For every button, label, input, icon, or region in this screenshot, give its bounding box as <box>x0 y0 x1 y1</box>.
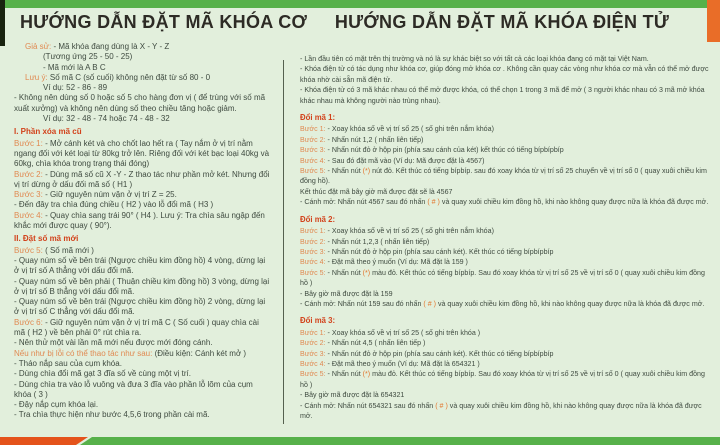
text-line: Bước 3: - Giữ nguyên núm vặn ở vị trí Z = 25. <box>14 190 177 200</box>
step-label: Bước 4: <box>14 210 43 220</box>
text-line: Bước 2: - Dùng mã số cũ X -Y - Z thao tác như phần mở két. Nhưng đổi vị trí dừng ở dấu đối mã số ( H1 ) <box>14 169 270 189</box>
bottom-orange-bar <box>0 437 90 445</box>
step-label: Bước 3: <box>300 146 326 155</box>
mechanical-lock-column <box>14 42 272 421</box>
text-line: Bước 4: - Quay chìa sang trái 90° ( H4 ). Lưu ý: Tra chìa sâu ngập đến khắc mới được quay ( 90°). <box>14 210 265 231</box>
text-line: - Cánh mở: Nhấn nút 654321 sau đó nhấn ( # ) và quay xuôi chiều kim đồng hồ, khi nào không quay được nữa là khóa đã được mở. <box>300 401 702 420</box>
text-line: - Không nên dùng số 0 hoặc số 5 cho hàng đơn vị ( để trùng với số mã xuất xưởng) và không nên dùng số theo chiều tăng hoặc giảm. <box>14 93 266 113</box>
accent-symbol: (*) <box>362 167 371 176</box>
mechanical-lock-title: HƯỚNG DẪN ĐẶT MÃ KHÓA CƠ <box>20 12 308 32</box>
step-label: Bước 5: <box>300 167 326 176</box>
text-line: Lưu ý: Số mã C (số cuối) không nên đặt từ số 80 - 0 <box>25 72 211 82</box>
text-line: Bước 5: - Nhấn nút (*) nút đỏ. Kết thúc có tiếng bípbíp. sau đó xoay khóa từ vị trí số 25 chuyển về vị trí số 0 ( quay xuôi chiều kim đồng hồ). <box>300 167 707 186</box>
step-label: Bước 1: <box>300 227 326 236</box>
bottom-bar <box>0 437 720 445</box>
bottom-green-bar <box>0 437 720 445</box>
section-heading: I. Phần xóa mã cũ <box>14 127 82 137</box>
step-label: Bước 2: <box>300 237 326 246</box>
text-line: - Nên thử một vài lần mã mới nếu được mới đóng cánh. <box>14 338 213 348</box>
top-left-dark-strip <box>0 0 5 46</box>
text-line: Bước 3: - Nhấn nút đỏ ở hộp pin (phía sau cánh két). Kết thúc có tiếng bípbípbíp <box>300 247 554 256</box>
text-line: Kết thúc đặt mã bây giờ mã được đặt sẽ là 4567 <box>300 187 453 196</box>
step-label: Bước 2: <box>14 169 43 179</box>
text-line: Bước 5: - Nhấn nút (*) màu đỏ. Kết thúc có tiếng bípbíp. Sau đó xoay khóa từ vị trí số 25 về vị trí số 0 ( quay xuôi chiều kim đồng hồ ) <box>300 268 705 288</box>
text-line: - Tra chìa thực hiện như bước 4,5,6 trong phần cài mã. <box>14 410 210 420</box>
accent-symbol: (*) <box>362 370 371 379</box>
text-line: Bước 1: - Mở cánh két và cho chốt lao hết ra ( Tay nắm ở vị trí nằm ngang đối với két loại từ 80kg trở lên. Riêng đối với két bạc loại 40kg và 60kg, chìa khóa trong trạng thái đóng) <box>14 138 270 169</box>
section-heading: Đổi mã 3: <box>300 316 336 326</box>
text-line: - Bây giờ mã được đặt là 159 <box>300 289 393 298</box>
section-heading: Đổi mã 1: <box>300 113 336 123</box>
text-line: - Tháo nắp sau của cụm khóa. <box>14 358 122 368</box>
text-line: - Dùng chìa tra vào lỗ vuông và đưa 3 đĩa vào phần lỗ lõm của cụm khóa ( 3 ) <box>14 379 253 399</box>
section-heading: II. Đặt số mã mới <box>14 234 79 244</box>
text-line: Bước 4: - Sau đó đặt mã vào (Ví dụ: Mã được đặt là 4567) <box>300 156 485 165</box>
step-label: Bước 4: <box>300 258 326 267</box>
text-line: Bước 6: - Giữ nguyên núm vặn ở vị trí mã C ( Số cuối ) quay chìa cài mã ( H2 ) về bên phải 0° rút chìa ra. <box>14 317 259 338</box>
text-line: Bước 1: - Xoay khóa số về vị trí số 25 ( số ghi trên khóa ) <box>300 328 481 337</box>
step-label: Bước 1: <box>14 138 43 148</box>
section-heading: Đổi mã 2: <box>300 214 336 224</box>
text-line: - Đến đây tra chìa đúng chiều ( H2 ) vào lỗ đổi mã ( H3 ) <box>14 200 214 210</box>
step-label: Bước 1: <box>300 328 326 337</box>
text-line: - Quay núm số về bên trái (Ngược chiều kim đồng hồ) 2 vòng, dừng lại ở vị trí số C thẳng với dấu đổi mã. <box>14 297 266 317</box>
text-line: - Lần đầu tiên có mặt trên thị trường và nó là sự khác biệt so với tất cả các loại khóa đang có mặt tại Việt Nam. <box>300 55 649 63</box>
text-line: - Bây giờ mã được đặt là 654321 <box>300 391 405 400</box>
accent-symbol: ( # ) <box>435 401 448 410</box>
electronic-lock-column <box>300 54 710 421</box>
text-line: Bước 1: - Xoay khóa số về vị trí số 25 ( số ghi trên nắm khóa) <box>300 227 494 236</box>
text-line: - Cánh mở: Nhấn nút 159 sau đó nhấn ( # ) và quay xuôi chiều kim đồng hồ, khi nào không quay được nữa là khóa đã được mở. <box>300 299 705 308</box>
step-label: Bước 5: <box>14 245 43 255</box>
step-label: Bước 3: <box>300 349 326 358</box>
step-label: Bước 4: <box>300 359 326 368</box>
step-label: Bước 5: <box>300 268 326 277</box>
text-line: - Khóa điện tử có 3 mã khác nhau có thể mở được khóa, có thể chọn 1 trong 3 mã để mở ( 3 người khác nhau có 3 mã mở khóa khác nhau mà không người nào trùng nhau). <box>300 86 705 105</box>
text-line: - Cánh mở: Nhấn nút 4567 sau đó nhấn ( # ) và quay xuôi chiều kim đồng hồ, khi nào không quay được nữa là khóa đã được mở. <box>300 198 709 207</box>
text-line: Giả sử: - Mã khóa đang dùng là X - Y - Z <box>25 42 170 51</box>
top-green-bar <box>0 0 720 8</box>
text-line: - Khóa điện tử có tác dụng như khóa cơ, giúp đóng mở khóa cơ . Không cần quay các vòng như khóa cơ mà vẫn có thể mở được khóa nhờ cài sẵn mã điện tử. <box>300 65 709 84</box>
text-line: Bước 2: - Nhấn nút 1,2 ( nhấn liên tiếp) <box>300 135 424 144</box>
text-line: Bước 4: - Đặt mã theo ý muốn (Ví dụ: Mã đặt là 159 ) <box>300 258 468 267</box>
step-label: Bước 2: <box>300 135 326 144</box>
step-label: Bước 3: <box>14 190 43 200</box>
accent-symbol: ( # ) <box>427 198 440 207</box>
step-label: Bước 5: <box>300 370 326 379</box>
text-line: - Quay núm số về bên phải ( Thuận chiều kim đồng hồ) 3 vòng, dừng lại ở vị trí số B thẳng với dấu đổi mã. <box>14 276 270 296</box>
electronic-lock-title: HƯỚNG DẪN ĐẶT MÃ KHÓA ĐIỆN TỬ <box>334 12 670 32</box>
text-line: Bước 3: - Nhấn nút đỏ ở hộp pin (phía sau cánh của két) kết thúc có tiếng bípbípbíp <box>300 146 564 155</box>
text-line: Bước 5: - Nhấn nút (*) màu đỏ. Kết thúc có tiếng bípbíp. Sau đó xoay khóa từ vị trí số 25 về vị trí số 0 ( quay xuôi chiều kim đồng hồ ) <box>300 370 705 389</box>
step-label: Bước 1: <box>300 125 326 134</box>
step-label: Nếu như bị lỗi có thể thao tác như sau: <box>14 348 153 358</box>
step-label: Bước 2: <box>300 339 326 348</box>
text-line: - Đậy nắp cụm khóa lại. <box>14 400 99 410</box>
text-line: - Dùng chìa đổi mã gạt 3 đĩa số về cùng một vị trí. <box>14 369 191 379</box>
accent-symbol: (*) <box>362 268 371 277</box>
step-label: Bước 6: <box>14 317 43 327</box>
step-label: Lưu ý: <box>25 72 48 82</box>
step-label: Giả sử: <box>25 42 52 51</box>
text-line: Nếu như bị lỗi có thể thao tác như sau: (Điều kiện: Cánh két mở ) <box>14 348 247 358</box>
text-line: Ví dụ: 52 - 86 - 89 <box>43 83 108 93</box>
accent-symbol: ( # ) <box>423 299 436 308</box>
text-line: Bước 5: ( Số mã mới ) <box>14 245 94 255</box>
top-right-orange-strip <box>707 0 720 42</box>
text-line: - Mã mới là A B C <box>43 62 106 72</box>
column-divider <box>283 60 284 424</box>
text-line: Bước 3: - Nhấn nút đỏ ở hộp pin (phía sau cánh két). Kết thúc có tiếng bípbípbíp <box>300 349 554 358</box>
text-line: Bước 1: - Xoay khóa số về vị trí số 25 ( số ghi trên nắm khóa) <box>300 125 494 134</box>
text-line: Bước 4: - Đặt mã theo ý muốn (Ví dụ: Mã đặt là 654321 ) <box>300 359 480 368</box>
text-line: Ví dụ: 32 - 48 - 74 hoặc 74 - 48 - 32 <box>43 114 170 124</box>
text-line: (Tương ứng 25 - 50 - 25) <box>43 52 133 62</box>
step-label: Bước 3: <box>300 247 326 256</box>
text-line: Bước 2: - Nhấn nút 4,5 ( nhấn liên tiếp ) <box>300 339 426 348</box>
step-label: Bước 4: <box>300 156 326 165</box>
text-line: - Quay núm số về bên trái (Ngược chiều kim đồng hồ) 4 vòng, dừng lại ở vị trí số A thẳng với dấu đổi mã. <box>14 255 266 276</box>
text-line: Bước 2: - Nhấn nút 1,2,3 ( nhấn liên tiếp) <box>300 237 430 246</box>
